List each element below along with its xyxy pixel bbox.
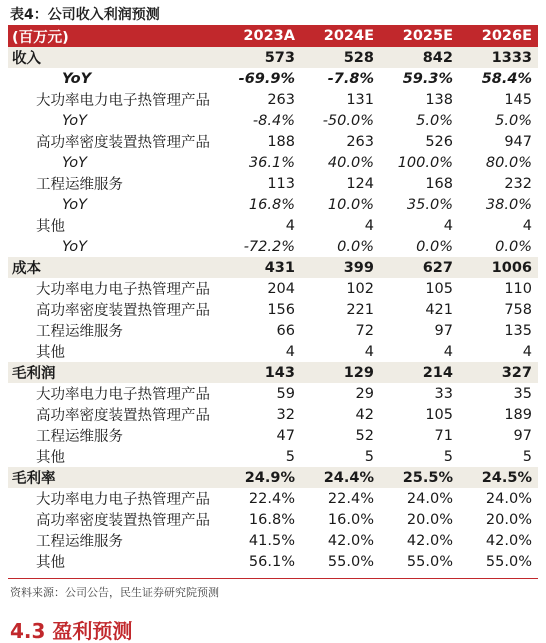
table-cell: 66 — [276, 322, 295, 339]
table-bottom-rule — [8, 578, 538, 579]
table-cell: 1006 — [459, 257, 538, 278]
table-row — [8, 509, 538, 530]
next-heading-text: 4.3 盈利预测 — [10, 619, 133, 643]
table-row — [8, 383, 538, 404]
year-header: 2023A — [222, 25, 301, 47]
table-cell: 4 — [443, 217, 453, 234]
table-cell: 263 — [346, 133, 374, 150]
row-label: 收入 — [8, 47, 222, 68]
year-header: 2026E — [459, 25, 538, 47]
table-cell: 327 — [459, 362, 538, 383]
table-cell: 56.1% — [248, 553, 295, 570]
row-label: 大功率电力电子热管理产品 — [36, 93, 210, 109]
table-cell: 0.0% — [495, 238, 532, 255]
table-cell: 189 — [504, 406, 532, 423]
table-cell: 59.3% — [402, 70, 453, 87]
row-label: 高功率密度装置热管理产品 — [36, 303, 210, 319]
table-cell: 129 — [301, 362, 380, 383]
table-cell: 72 — [355, 322, 374, 339]
table-cell: 25.5% — [380, 467, 459, 488]
table-title: 表4：公司收入利润预测 — [10, 7, 160, 23]
row-label: 其他 — [36, 345, 65, 361]
table-row — [8, 89, 538, 110]
table-body — [8, 47, 538, 572]
table-cell: 102 — [346, 280, 374, 297]
table-cell: 59 — [276, 385, 295, 402]
table-cell: 105 — [425, 280, 453, 297]
table-cell: 399 — [301, 257, 380, 278]
next-section-heading-partial — [10, 619, 170, 643]
row-label: YoY — [62, 196, 87, 213]
table-row — [8, 425, 538, 446]
yoy-row — [8, 194, 538, 215]
table-cell: 528 — [301, 47, 380, 68]
yoy-row — [8, 236, 538, 257]
row-label: 大功率电力电子热管理产品 — [36, 282, 210, 298]
table-cell: 138 — [425, 91, 453, 108]
table-cell: 20.0% — [406, 511, 453, 528]
table-cell: -8.4% — [252, 112, 295, 129]
table-cell: 97 — [513, 427, 532, 444]
source-note: 资料来源：公司公告，民生证券研究院预测 — [10, 586, 219, 599]
table-cell: 35 — [513, 385, 532, 402]
table-cell: 4 — [443, 343, 453, 360]
year-header: 2025E — [380, 25, 459, 47]
row-label: 高功率密度装置热管理产品 — [36, 135, 210, 151]
table-row — [8, 215, 538, 236]
table-cell: 627 — [380, 257, 459, 278]
table-cell: 52 — [355, 427, 374, 444]
table-cell: 55.0% — [406, 553, 453, 570]
table-cell: 42.0% — [406, 532, 453, 549]
row-label: 高功率密度装置热管理产品 — [36, 513, 210, 529]
yoy-row — [8, 152, 538, 173]
table-cell: 24.4% — [301, 467, 380, 488]
yoy-row — [8, 68, 538, 89]
row-label: 工程运维服务 — [36, 324, 123, 340]
unit-header: (百万元) — [8, 25, 222, 47]
row-label: 毛利率 — [8, 467, 222, 488]
row-label: YoY — [62, 238, 87, 255]
table-cell: 0.0% — [337, 238, 374, 255]
table-cell: 16.8% — [248, 511, 295, 528]
table-cell: 24.5% — [459, 467, 538, 488]
table-cell: 156 — [267, 301, 295, 318]
table-cell: 71 — [434, 427, 453, 444]
table-row — [8, 278, 538, 299]
table-cell: 5.0% — [495, 112, 532, 129]
table-cell: 0.0% — [416, 238, 453, 255]
table-cell: 124 — [346, 175, 374, 192]
row-label: 其他 — [36, 450, 65, 466]
table-cell: -7.8% — [327, 70, 374, 87]
table-cell: 4 — [285, 343, 295, 360]
table-cell: 5.0% — [416, 112, 453, 129]
table-cell: 4 — [364, 217, 374, 234]
table-cell: 29 — [355, 385, 374, 402]
table-row — [8, 530, 538, 551]
row-label: 大功率电力电子热管理产品 — [36, 492, 210, 508]
table-cell: 40.0% — [327, 154, 374, 171]
table-cell: 32 — [276, 406, 295, 423]
table-cell: 143 — [222, 362, 301, 383]
table-cell: -72.2% — [243, 238, 295, 255]
table-row — [8, 488, 538, 509]
table-cell: 55.0% — [327, 553, 374, 570]
row-label: YoY — [62, 70, 92, 87]
table-cell: 204 — [267, 280, 295, 297]
table-cell: 97 — [434, 322, 453, 339]
table-cell: 5 — [364, 448, 374, 465]
row-label: 成本 — [8, 257, 222, 278]
table-cell: -69.9% — [238, 70, 295, 87]
table-header-row — [8, 25, 538, 47]
table-cell: 4 — [285, 217, 295, 234]
section-row — [8, 257, 538, 278]
table-cell: 110 — [504, 280, 532, 297]
row-label: YoY — [62, 112, 87, 129]
table-cell: 5 — [443, 448, 453, 465]
year-header: 2024E — [301, 25, 380, 47]
table-cell: 421 — [425, 301, 453, 318]
row-label: YoY — [62, 154, 87, 171]
table-row — [8, 131, 538, 152]
table-cell: 47 — [276, 427, 295, 444]
table-cell: 431 — [222, 257, 301, 278]
table-cell: 22.4% — [327, 490, 374, 507]
table-cell: 113 — [267, 175, 295, 192]
table-cell: 232 — [504, 175, 532, 192]
table-cell: 947 — [504, 133, 532, 150]
table-cell: 24.0% — [485, 490, 532, 507]
row-label: 高功率密度装置热管理产品 — [36, 408, 210, 424]
row-label: 大功率电力电子热管理产品 — [36, 387, 210, 403]
table-cell: 221 — [346, 301, 374, 318]
table-cell: 16.0% — [327, 511, 374, 528]
table-cell: 38.0% — [485, 196, 532, 213]
table-row — [8, 320, 538, 341]
table-cell: 22.4% — [248, 490, 295, 507]
table-cell: 1333 — [459, 47, 538, 68]
table-cell: 4 — [364, 343, 374, 360]
table-cell: 10.0% — [327, 196, 374, 213]
table-cell: 80.0% — [485, 154, 532, 171]
table-cell: 135 — [504, 322, 532, 339]
table-cell: -50.0% — [322, 112, 374, 129]
table-cell: 263 — [267, 91, 295, 108]
table-cell: 24.9% — [222, 467, 301, 488]
table-cell: 526 — [425, 133, 453, 150]
row-label: 工程运维服务 — [36, 429, 123, 445]
table-cell: 4 — [522, 217, 532, 234]
table-cell: 5 — [285, 448, 295, 465]
yoy-row — [8, 110, 538, 131]
table-cell: 4 — [522, 343, 532, 360]
table-cell: 41.5% — [248, 532, 295, 549]
table-cell: 36.1% — [248, 154, 295, 171]
table-cell: 55.0% — [485, 553, 532, 570]
row-label: 其他 — [36, 219, 65, 235]
table-row — [8, 341, 538, 362]
row-label: 工程运维服务 — [36, 534, 123, 550]
table-cell: 33 — [434, 385, 453, 402]
table-cell: 100.0% — [397, 154, 453, 171]
table-cell: 5 — [522, 448, 532, 465]
table-cell: 573 — [222, 47, 301, 68]
table-cell: 188 — [267, 133, 295, 150]
table-row — [8, 551, 538, 572]
row-label: 其他 — [36, 555, 65, 571]
row-label: 工程运维服务 — [36, 177, 123, 193]
table-row — [8, 299, 538, 320]
row-label: 毛利润 — [8, 362, 222, 383]
table-cell: 105 — [425, 406, 453, 423]
table-cell: 758 — [504, 301, 532, 318]
table-cell: 42 — [355, 406, 374, 423]
table-row — [8, 173, 538, 194]
table-cell: 131 — [346, 91, 374, 108]
table-row — [8, 446, 538, 467]
table-cell: 214 — [380, 362, 459, 383]
table-cell: 145 — [504, 91, 532, 108]
table-cell: 42.0% — [485, 532, 532, 549]
table-cell: 168 — [425, 175, 453, 192]
section-row — [8, 47, 538, 68]
table-cell: 842 — [380, 47, 459, 68]
table-cell: 20.0% — [485, 511, 532, 528]
table-row — [8, 404, 538, 425]
table-cell: 42.0% — [327, 532, 374, 549]
table-cell: 16.8% — [248, 196, 295, 213]
forecast-table — [8, 25, 538, 572]
table-cell: 35.0% — [406, 196, 453, 213]
section-row — [8, 362, 538, 383]
table-cell: 58.4% — [481, 70, 532, 87]
table-cell: 24.0% — [406, 490, 453, 507]
section-row — [8, 467, 538, 488]
